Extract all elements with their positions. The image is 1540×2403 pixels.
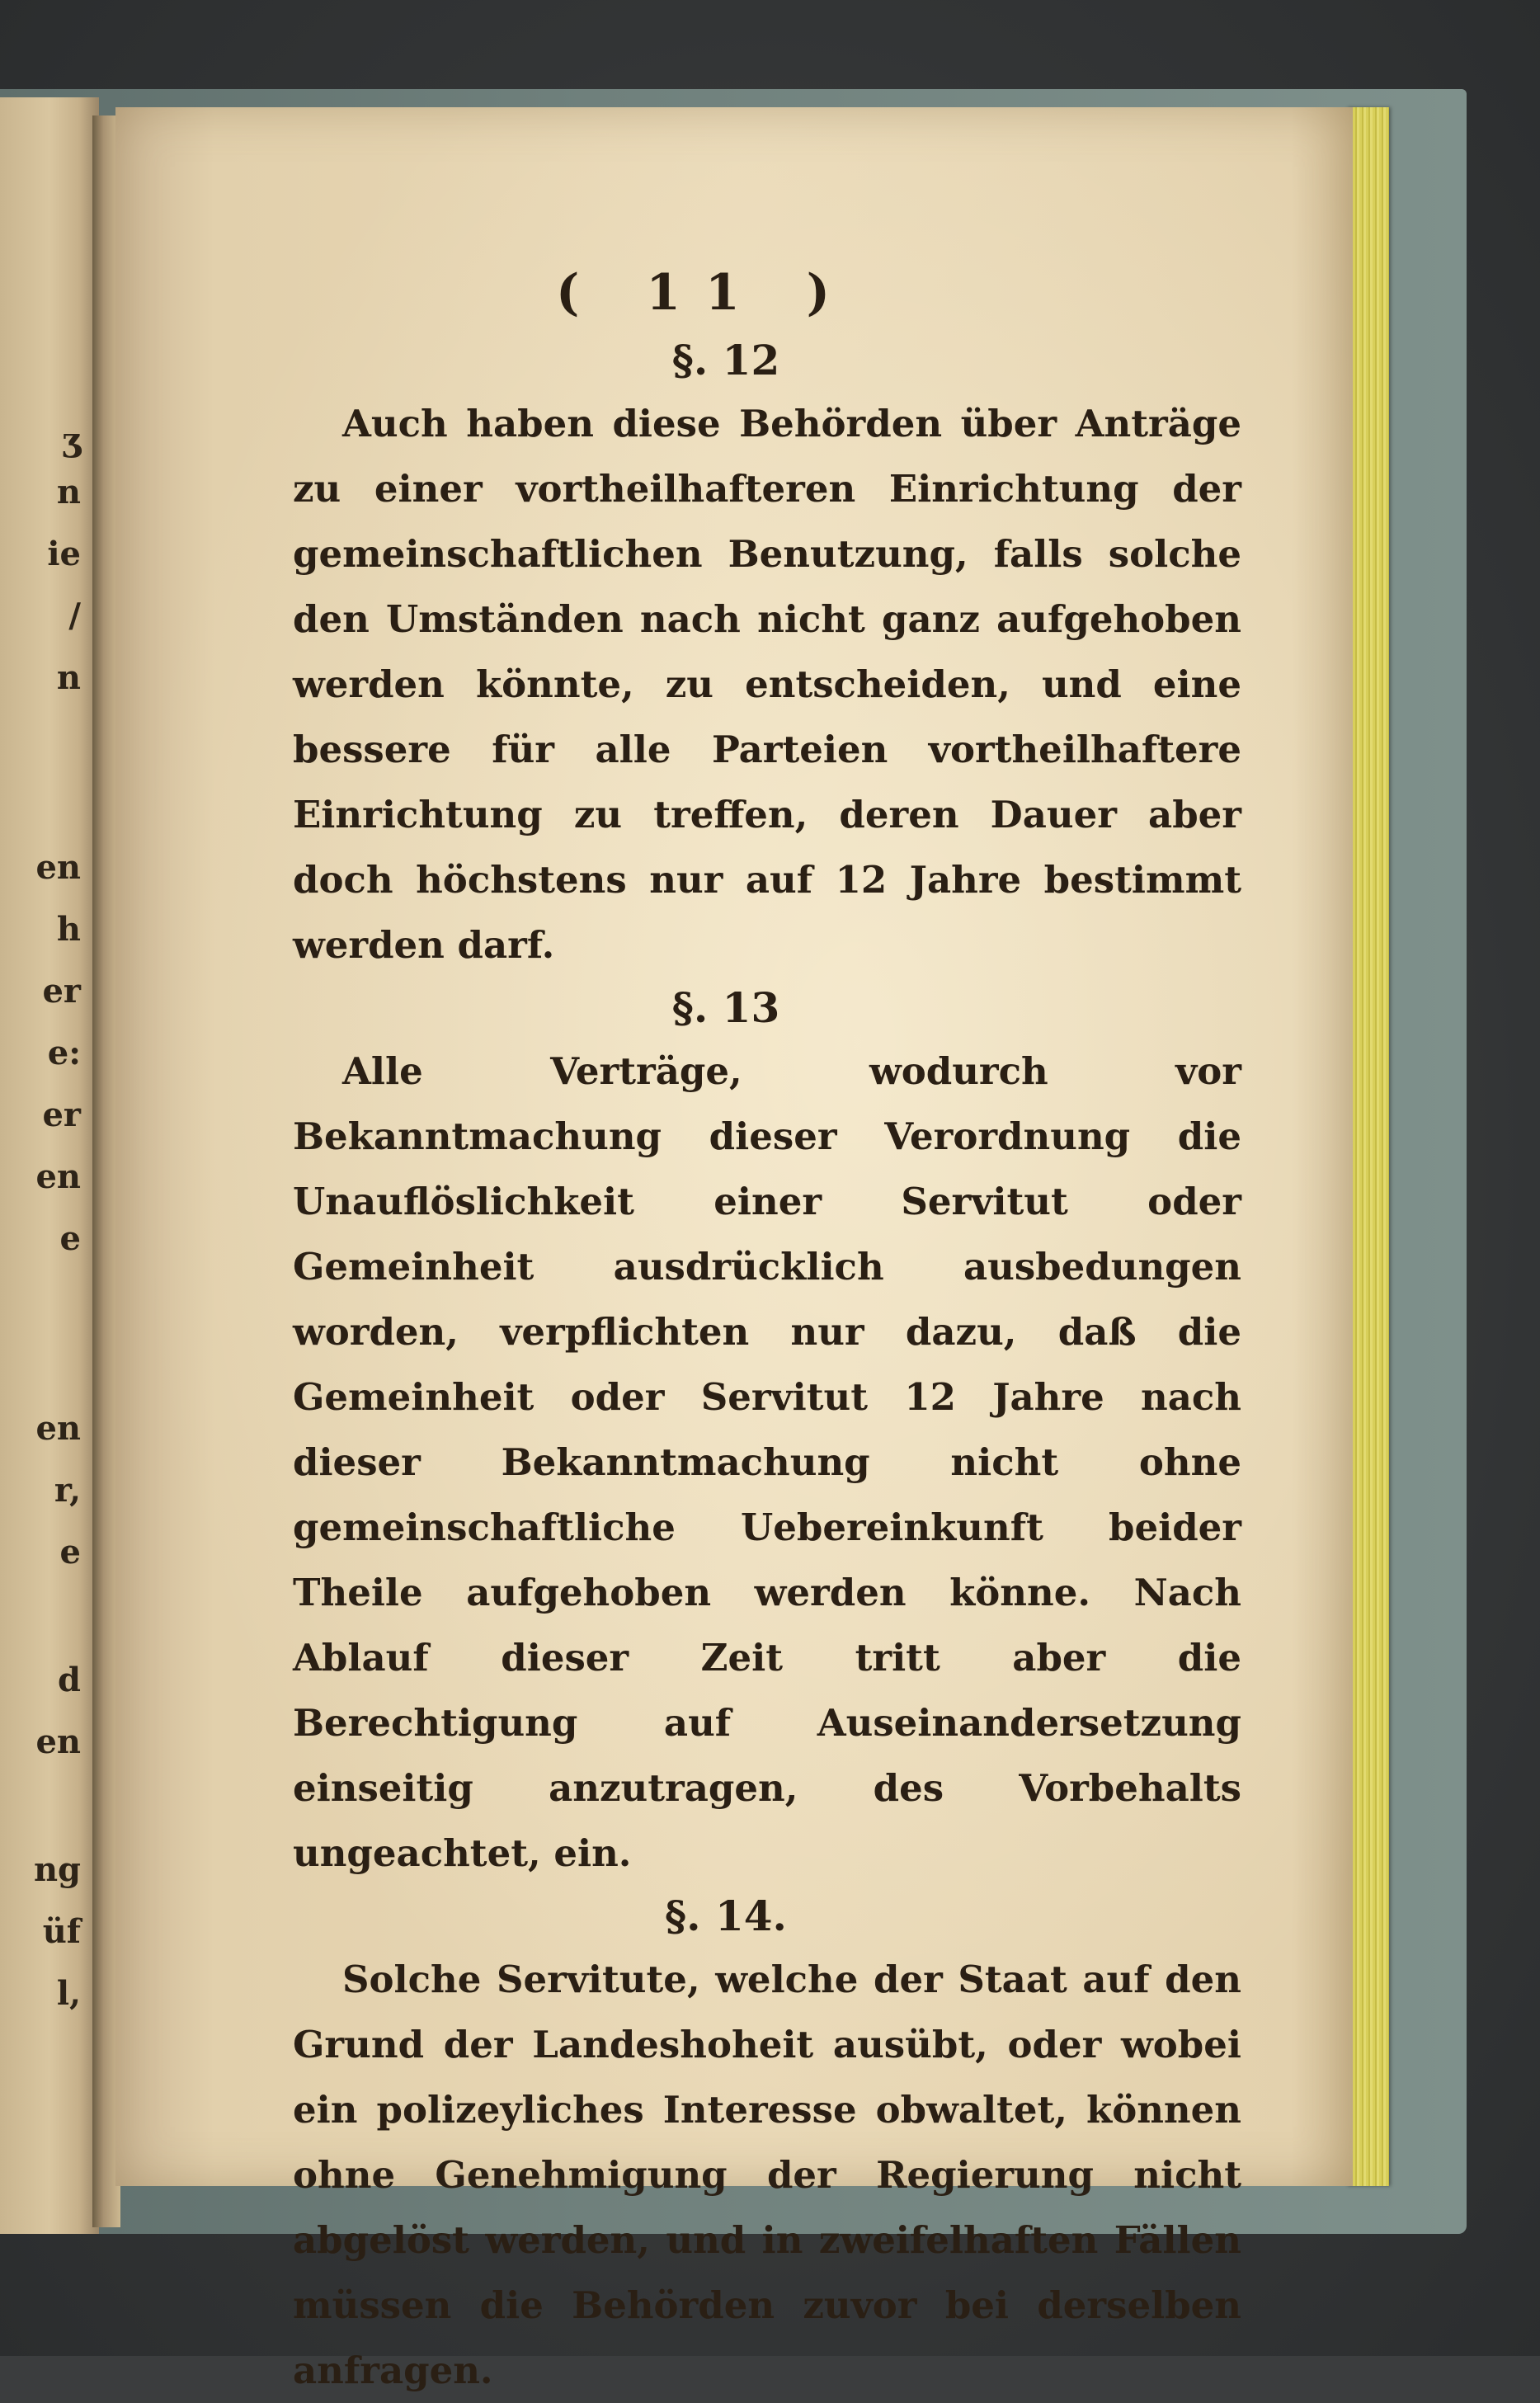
left-fragment: d xyxy=(58,1661,81,1699)
left-page-text-fragments xyxy=(0,97,91,2234)
left-fragment: n xyxy=(56,473,81,511)
section-paragraph: Alle Verträge, wodurch vor Bekanntmachung dieser Verordnung die Unauflöslichkeit einer Servitut oder Gemeinheit ausdrücklich ausbedungen worden, verpflichten nur dazu, daß die Gemeinheit oder Servitut 12 Jahre nach dieser Bekanntmachung nicht ohne gemeinschaftliche Uebereinkunft beider Theile aufgehoben werden könne. Nach Ablauf dieser Zeit tritt aber die Berechtigung auf Auseinandersetzung einseitig anzutragen, des Vorbehalts ungeachtet, ein. xyxy=(293,1049,1241,1875)
left-fragment: l, xyxy=(56,1974,81,2013)
left-fragment: r, xyxy=(54,1471,81,1510)
section-paragraph: Solche Servitute, welche der Staat auf den Grund der Landeshoheit ausübt, oder wobei ein polizeyliches Interesse obwaltet, können ohne Genehmigung der Regierung nicht abgelöst werden, und in zweifelhaften Fällen müssen die Behörden zuvor bei derselben anfragen. xyxy=(293,1958,1241,2392)
left-fragment: ie xyxy=(47,535,81,573)
page-number: ( 11 ) xyxy=(555,264,855,322)
right-page xyxy=(115,107,1353,2392)
left-fragment: h xyxy=(56,910,81,949)
left-fragment: n xyxy=(56,658,81,697)
left-fragment: er xyxy=(42,1095,81,1134)
left-fragment: ʒ xyxy=(62,421,81,459)
left-fragment: er xyxy=(42,972,81,1011)
section-paragraph: Auch haben diese Behörden über Anträge zu einer vortheilhafteren Einrichtung der gemeinschaftlichen Benutzung, falls solche den Umständen nach nicht ganz aufgehoben werden könnte, zu entscheiden, und eine bessere für alle Parteien vortheilhaftere Einrichtung zu treffen, deren Dauer aber doch höchstens nur auf 12 Jahre bestimmt werden darf. xyxy=(293,402,1241,967)
left-fragment: e: xyxy=(47,1034,81,1072)
left-fragment: en xyxy=(35,848,81,887)
left-fragment: / xyxy=(68,596,81,635)
section-heading: §. 12 xyxy=(671,336,780,384)
left-fragment: ng xyxy=(33,1850,81,1889)
left-fragment: en xyxy=(35,1409,81,1448)
left-fragment: e xyxy=(59,1533,81,1571)
left-fragment: üf xyxy=(42,1912,81,1951)
section-heading: §. 13 xyxy=(671,983,780,1032)
section-heading: §. 14. xyxy=(665,1892,787,1940)
left-fragment: en xyxy=(35,1722,81,1761)
left-fragment: e xyxy=(59,1219,81,1258)
left-page xyxy=(0,97,99,2234)
page-text-block xyxy=(293,256,1241,2403)
left-fragment: en xyxy=(35,1157,81,1196)
